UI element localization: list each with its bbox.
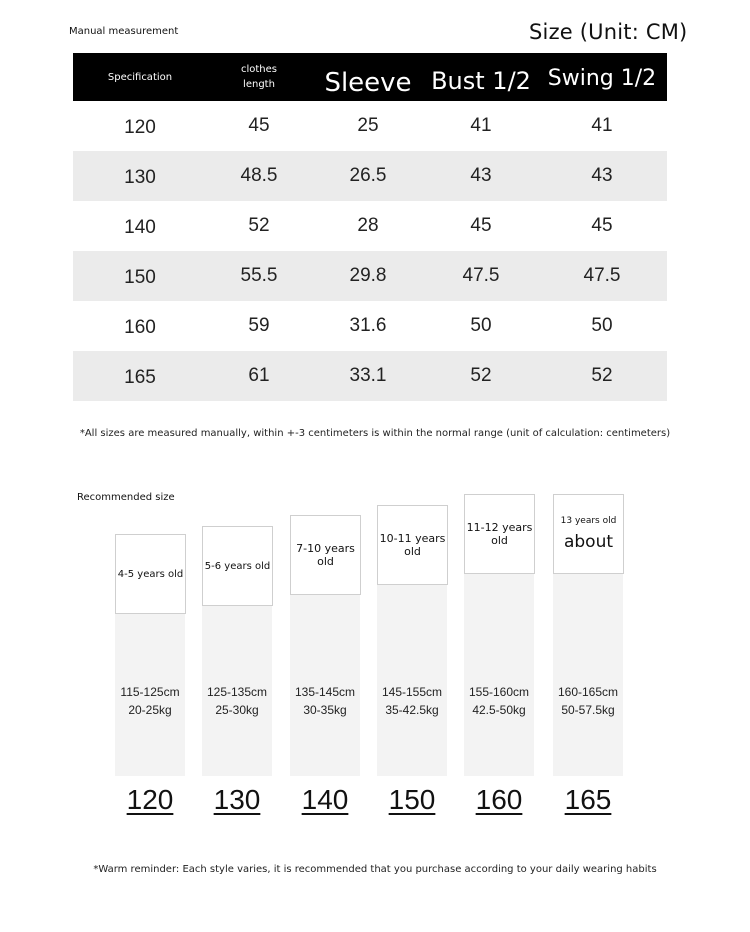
height-range: 155-160cm [468,685,530,699]
measurement-note: *All sizes are measured manually, within +-3 centimeters is within the normal range (unit of calculation: centimeters) [79,428,671,439]
age-box [115,534,186,614]
size-number: 120 [126,784,174,815]
weight-range: 50-57.5kg [561,703,615,717]
cell-bust: 41 [470,115,492,136]
cell-sleeve: 31.6 [349,315,387,336]
table-row [73,351,667,401]
age-label: 13 years old [560,516,617,526]
height-range: 125-135cm [206,685,268,699]
cell-swing: 52 [591,365,613,386]
size-unit-title: Size (Unit: CM) [529,20,688,44]
cell-swing: 50 [591,315,613,336]
age-box [290,515,361,595]
table-header [73,53,667,101]
height-range: 160-165cm [557,685,619,699]
size-table [73,53,667,401]
cell-specification: 130 [124,167,156,188]
cell-specification: 140 [124,217,156,238]
height-weight-range [454,683,544,719]
size-number: 165 [564,784,612,815]
cell-sleeve: 28 [357,215,379,236]
manual-measurement-label: Manual measurement [69,26,179,37]
cell-clothes-length: 61 [248,365,270,386]
cell-sleeve: 33.1 [349,365,387,386]
cell-bust: 52 [470,365,492,386]
size-number: 150 [388,784,436,815]
cell-swing: 45 [591,215,613,236]
size-number: 130 [213,784,261,815]
height-weight-range [543,683,633,719]
cell-swing: 47.5 [583,265,621,286]
cell-bust: 43 [470,165,492,186]
height-range: 115-125cm [120,685,180,699]
weight-range: 20-25kg [128,703,172,717]
cell-sleeve: 29.8 [349,265,387,286]
table-row [73,301,667,351]
cell-clothes-length: 48.5 [240,165,278,186]
size-number: 160 [475,784,523,815]
age-box [202,526,273,606]
cell-clothes-length: 55.5 [240,265,278,286]
age-box [553,494,624,574]
cell-bust: 50 [470,315,492,336]
cell-sleeve: 26.5 [349,165,387,186]
cell-specification: 165 [124,367,156,388]
cell-clothes-length: 52 [248,215,270,236]
cell-clothes-length: 59 [248,315,270,336]
age-label: 11-12 years old [466,521,533,547]
cell-bust: 45 [470,215,492,236]
age-box [377,505,448,585]
age-label: 7-10 years old [296,542,355,568]
age-label: 5-6 years old [204,560,271,572]
age-label: 4-5 years old [117,568,184,580]
weight-range: 35-42.5kg [385,703,439,717]
size-number: 140 [301,784,349,815]
height-range: 145-155cm [381,685,443,699]
table-row [73,101,667,151]
table-row [73,201,667,251]
header-bust: Bust 1/2 [431,67,531,95]
table-row [73,151,667,201]
age-label: 10-11 years old [379,532,446,558]
height-weight-range [280,683,370,719]
height-range: 135-145cm [294,685,356,699]
cell-clothes-length: 45 [248,115,270,136]
header-sleeve: Sleeve [324,68,412,98]
cell-sleeve: 25 [357,115,379,136]
cell-specification: 160 [124,317,156,338]
warm-reminder: *Warm reminder: Each style varies, it is recommended that you purchase according to your daily wearing habits [93,864,657,875]
weight-range: 42.5-50kg [472,703,526,717]
age-box [464,494,535,574]
cell-bust: 47.5 [462,265,500,286]
age-extra-label: about [563,532,614,552]
header-specification: Specification [107,71,173,83]
recommended-size-label: Recommended size [77,492,175,503]
cell-swing: 43 [591,165,613,186]
header-swing: Swing 1/2 [547,65,657,91]
cell-specification: 150 [124,267,156,288]
height-weight-range [105,683,195,719]
header-clothes-length: clothes length [240,64,277,90]
cell-specification: 120 [124,117,156,138]
weight-range: 30-35kg [303,703,347,717]
table-row [73,251,667,301]
height-weight-range [192,683,282,719]
weight-range: 25-30kg [215,703,259,717]
cell-swing: 41 [591,115,613,136]
height-weight-range [367,683,457,719]
